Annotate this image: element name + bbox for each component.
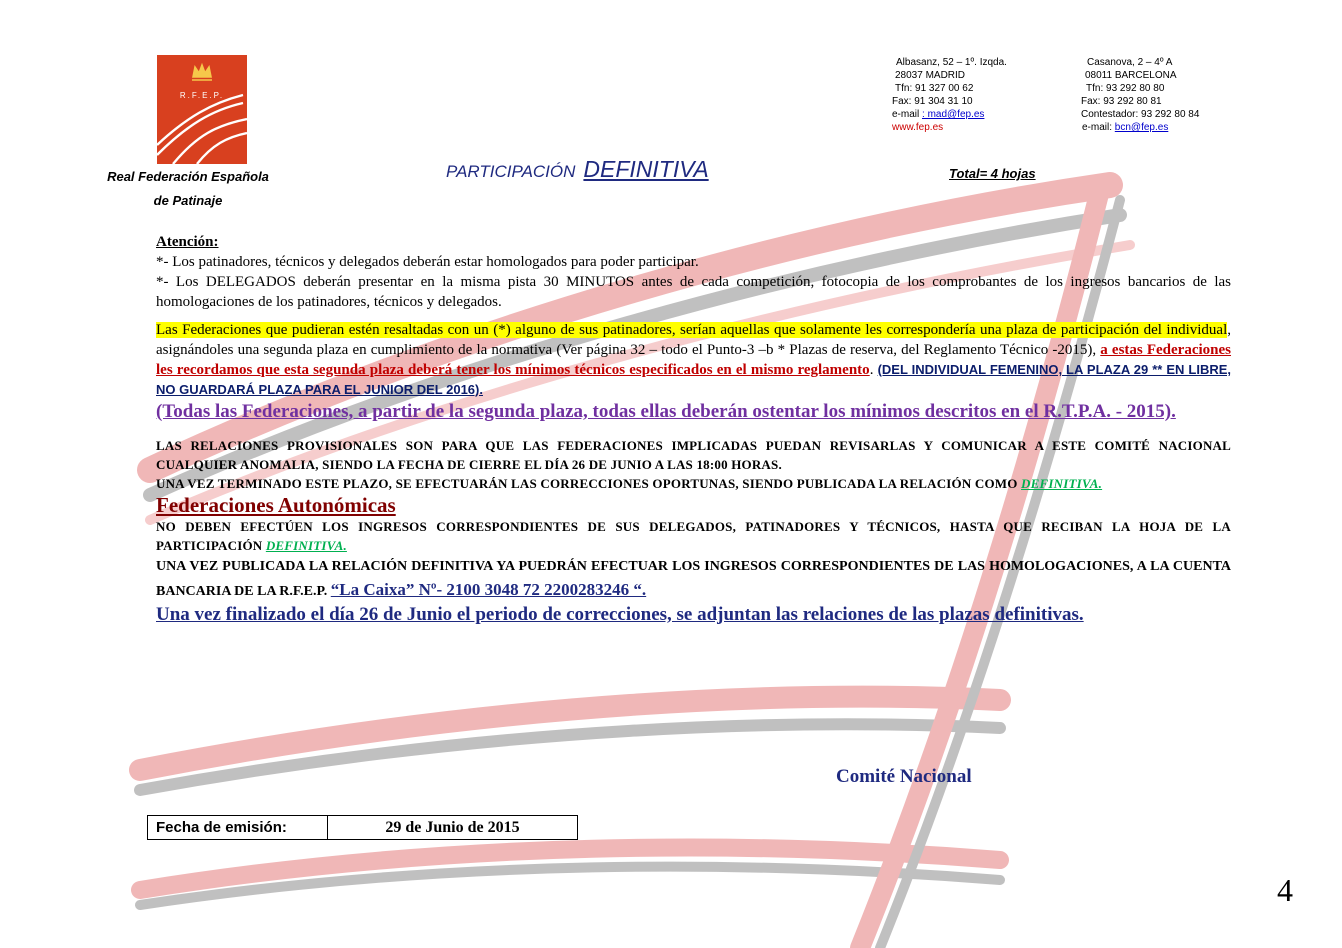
federations-note — [156, 320, 1231, 400]
address-barcelona — [1080, 56, 1199, 134]
madrid-fax: Fax: 91 304 31 10 — [892, 96, 973, 107]
provisional-text2-body: UNA VEZ TERMINADO ESTE PLAZO, SE EFECTUARÁN LAS CORRECCIONES OPORTUNAS, SIENDO PUBLICADA LA RELACIÓN COMO — [156, 476, 1022, 491]
organization-name — [88, 165, 288, 213]
barcelona-city: 08011 BARCELONA — [1085, 70, 1177, 81]
barcelona-email-label: e-mail: — [1082, 122, 1115, 133]
payment-text — [156, 555, 1231, 603]
issue-date-label: Fecha de emisión: — [148, 816, 328, 839]
madrid-city: 28037 MADRID — [895, 70, 966, 81]
madrid-phone: Tfn: 91 327 00 62 — [895, 83, 974, 94]
issue-date-box — [147, 815, 578, 840]
rfep-logo — [157, 55, 247, 164]
note-normal-text: , asignándoles una segunda plaza en cumplimiento de la normativa (Ver página 32 – todo el Punto-3 –b * Plazas de reserva, del Reglamento Técnico -2015), — [156, 322, 1231, 358]
highlighted-text: Las Federaciones que pudieran estén resaltadas con un (*) alguno de sus patinadores, serían aquellas que solamente les correspondería una plaza de participación del individual — [156, 322, 1228, 338]
provisional-text2 — [156, 474, 1231, 493]
payment-body: UNA VEZ PUBLICADA LA RELACIÓN DEFINITIVA YA PUEDRÁN EFECTUAR LOS INGRESOS CORRESPONDIENTES DE LAS HOMOLOGACIONES, A LA CUENTA BANCARIA DE LA R.F.E.P. — [156, 559, 1231, 599]
note-red-text: a estas Federaciones les recordamos que esta segunda plaza deberá tener los mínimos técnicos especificados en el mismo reglamento — [156, 342, 1232, 378]
crown-icon — [157, 55, 247, 164]
page-number: 4 — [1277, 872, 1293, 908]
barcelona-street: Casanova, 2 – 4º A — [1087, 57, 1173, 68]
autonomicas-definitiva: DEFINITIVA. — [265, 538, 347, 553]
attention-line2: *- Los DELEGADOS deberán presentar en la misma pista 30 MINUTOS antes de cada competición, fotocopia de los comprobantes de los ingresos bancarios de las homologaciones de los patinadores, técnicos y delegados. — [156, 274, 1231, 310]
total-pages: Total= 4 hojas — [949, 166, 1036, 181]
barcelona-phone: Tfn: 93 292 80 80 — [1086, 83, 1165, 94]
barcelona-email-link[interactable]: bcn@fep.es — [1114, 122, 1169, 133]
madrid-street: Albasanz, 52 – 1º. Izqda. — [896, 57, 1007, 68]
document-title — [446, 156, 709, 183]
attention-line1: *- Los patinadores, técnicos y delegados deberán estar homologados para poder participar. — [156, 254, 699, 270]
madrid-email-label: e-mail — [892, 109, 923, 120]
final-note: Una vez finalizado el día 26 de Junio el periodo de correcciones, se adjuntan las relaciones de las plazas definitivas. — [156, 604, 1084, 625]
note-blue-text: (DEL INDIVIDUAL FEMENINO, LA PLAZA 29 ** EN LIBRE, NO GUARDARÁ PLAZA PARA EL JUNIOR DEL 2016). — [156, 362, 1232, 397]
purple-note: (Todas las Federaciones, a partir de la segunda plaza, todas ellas deberán ostentar los mínimos descritos en el R.T.P.A. - 2015). — [156, 401, 1176, 422]
attention-heading: Atención: — [156, 234, 219, 250]
note-separator: . — [869, 362, 878, 378]
signature: Comité Nacional — [836, 766, 972, 787]
autonomicas-text — [156, 517, 1231, 555]
org-name-line2: de Patinaje — [153, 193, 223, 208]
main-content — [156, 232, 1231, 627]
barcelona-fax: Fax: 93 292 80 81 — [1081, 96, 1162, 107]
bank-account: “La Caixa” Nº- 2100 3048 72 2200283246 “. — [330, 580, 647, 599]
barcelona-answering: Contestador: 93 292 80 84 — [1081, 109, 1200, 120]
provisional-text1: LAS RELACIONES PROVISIONALES SON PARA QUE LAS FEDERACIONES IMPLICADAS PUEDAN REVISARLAS Y COMUNICAR A ESTE COMITÉ NACIONAL CUALQUIER ANOMALIA, SIENDO LA FECHA DE CIERRE EL DÍA 26 DE JUNIO A LAS 18:00 HORAS. — [156, 438, 1231, 472]
website-link[interactable]: www.fep.es — [892, 122, 944, 133]
address-madrid — [892, 56, 1007, 134]
title-main: DEFINITIVA — [583, 156, 709, 182]
definitiva-label: DEFINITIVA. — [1021, 476, 1103, 491]
issue-date-value: 29 de Junio de 2015 — [385, 819, 520, 836]
logo-text: R.F.E.P. — [179, 91, 225, 100]
org-name-line1: Real Federación Española — [107, 169, 269, 184]
madrid-email-link[interactable]: : mad@fep.es — [922, 109, 985, 120]
autonomicas-heading: Federaciones Autonómicas — [156, 493, 396, 517]
title-prefix: PARTICIPACIÓN — [446, 162, 576, 181]
autonomicas-body: NO DEBEN EFECTÚEN LOS INGRESOS CORRESPONDIENTES DE SUS DELEGADOS, PATINADORES Y TÉCNICOS, HASTA QUE RECIBAN LA HOJA DE LA PARTICIPACIÓN — [156, 519, 1231, 553]
barcelona-email-row — [1080, 121, 1199, 134]
madrid-email-row — [892, 108, 1007, 121]
